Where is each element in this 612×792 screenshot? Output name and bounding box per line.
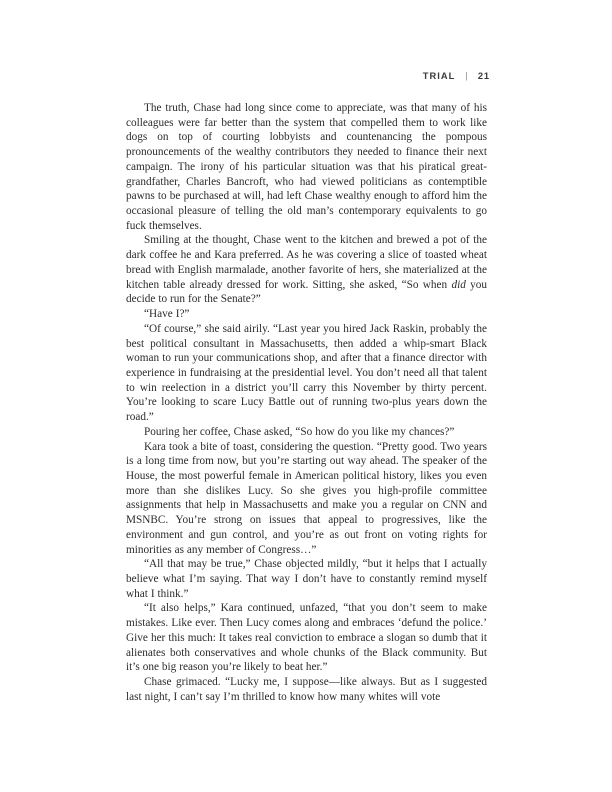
paragraph-1: The truth, Chase had long since come to appreciate, was that many of his colleagues were far better than the system that compelled them to work like dogs on top of courting lobbyists and countenancing the pompous pronouncements of the wealthy contributors they needed to finance their next campaign. The irony of his particular situation was that his piratical great-grandfather, Charles Bancroft, who had viewed politicians as contemptible pawns to be purchased at will, had left Chase wealthy enough to afford him the occasional pleasure of telling the old man’s contemporary equivalents to go fuck themselves.: [126, 102, 487, 232]
paragraph-7: “All that may be true,” Chase objected mildly, “but it helps that I actually believe what I’m saying. That way I don’t have to constantly remind myself what I think.”: [126, 558, 487, 600]
running-head-separator: |: [465, 70, 469, 81]
page-number: 21: [477, 71, 490, 81]
running-head-title: TRIAL: [422, 71, 456, 81]
paragraph-3: “Have I?”: [144, 308, 190, 321]
paragraph-2: [126, 233, 487, 307]
paragraph-6: Kara took a bite of toast, considering the question. “Pretty good. Two years is a long time from now, but you’re starting out way ahead. The speaker of the House, the most powerful female in American political history, likes you even more than she dislikes Lucy. So she gives you high-profile committee assignments that help in Massachusetts and make you a regular on CNN and MSNBC. You’re strong on issues that appeal to progressives, like the environment and gun control, and you’re as out front on voting rights for minorities as any member of Congress…”: [126, 440, 487, 556]
paragraph-2-text-before-italic: Smiling at the thought, Chase went to the kitchen and brewed a pot of the dark coffee he and Kara preferred. As he was covering a slice of toasted wheat bread with English marmalade, another favorite of hers, she materialized at the kitchen table already dressed for work. Sitting, she asked, “So when: [126, 234, 487, 291]
paragraph-8: “It also helps,” Kara continued, unfazed, “that you don’t seem to make mistakes. Like ever. Then Lucy comes along and embraces ‘defund the police.’ Give her this much: It takes real conviction to embrace a slogan so dumb that it alienates both conservatives and whole chunks of the Black community. But it’s one big reason you’re likely to beat her.”: [126, 602, 487, 674]
paragraph-4: “Of course,” she said airily. “Last year you hired Jack Raskin, probably the best political consultant in Massachusetts, then added a whip-smart Black woman to run your communications shop, and after that a finance director with experience in fundraising at the presidential level. You don’t need all that talent to win reelection in a district you’ll carry this November by thirty percent. You’re looking to scare Lucy Battle out of running two-plus years down the road.”: [126, 322, 487, 424]
paragraph-9: Chase grimaced. “Lucky me, I suppose—like always. But as I suggested last night, I can’t say I’m thrilled to know how many whites will vote: [126, 676, 487, 703]
paragraph-2-text-after-italic: you decide to run for the Senate?”: [126, 278, 487, 306]
paragraph-2-italic-word: did: [451, 278, 466, 291]
paragraph-5: Pouring her coffee, Chase asked, “So how do you like my chances?”: [144, 425, 455, 438]
running-head: [126, 68, 490, 84]
body-text-block: [126, 101, 487, 704]
